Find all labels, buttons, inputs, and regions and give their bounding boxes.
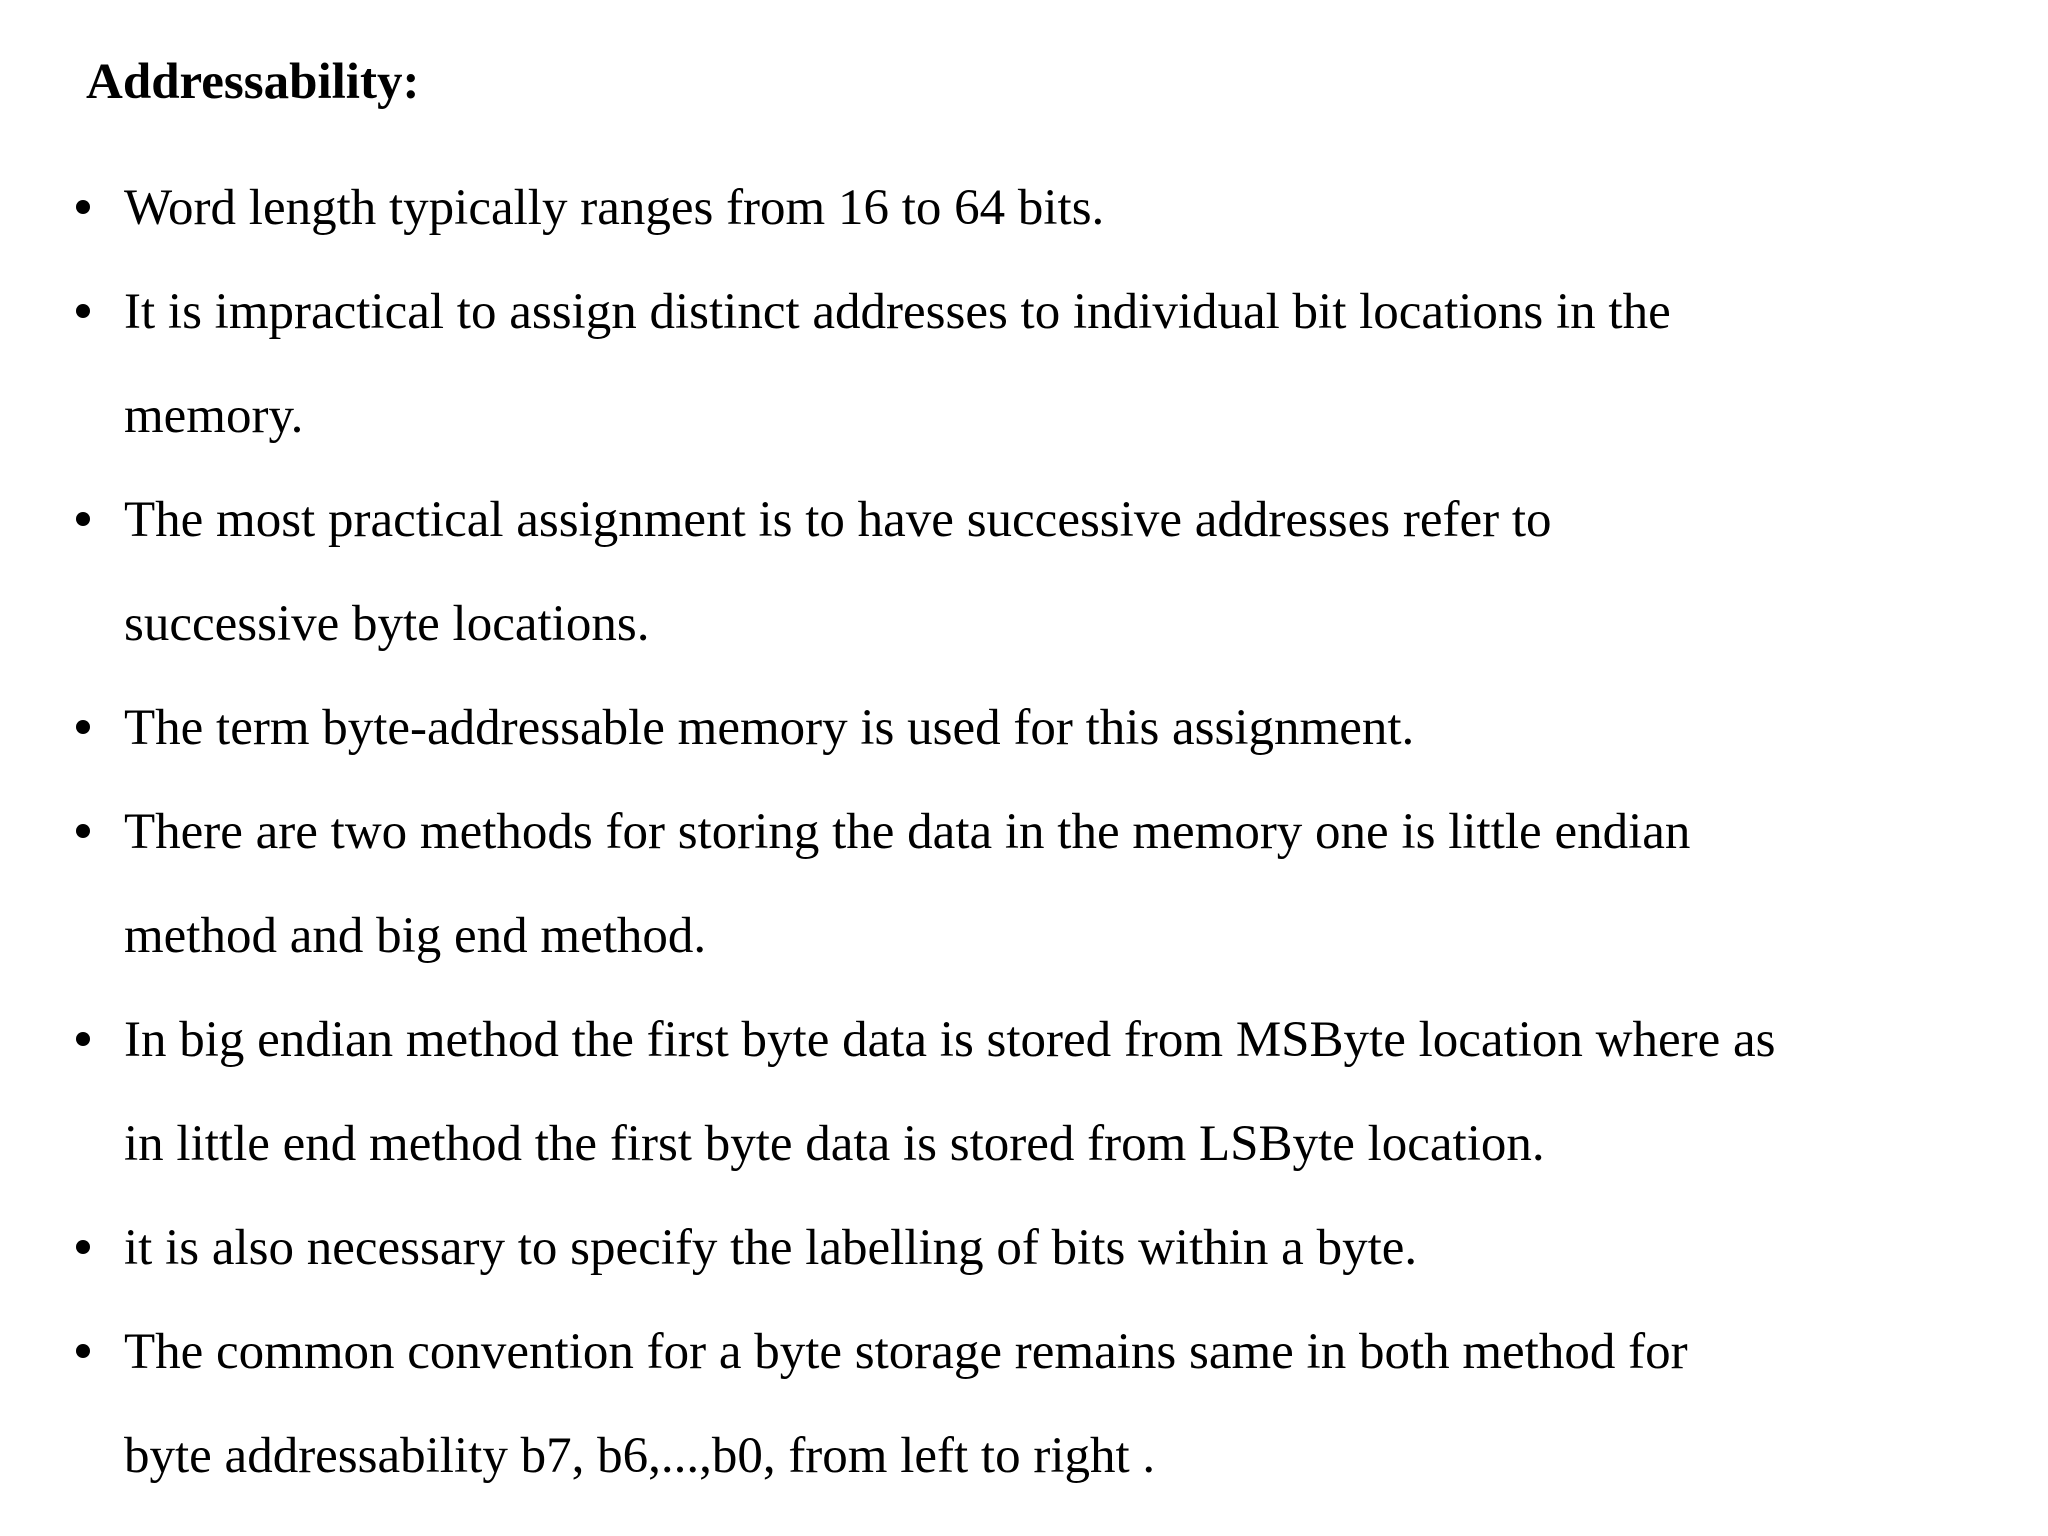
bullet-dot <box>76 720 90 734</box>
bullet-text-line: memory. <box>124 388 304 444</box>
bullet-text-line: The common convention for a byte storage remains same in both method for <box>124 1324 1688 1380</box>
bullet-dot <box>76 512 90 526</box>
bullet-text-line: The most practical assignment is to have successive addresses refer to <box>124 492 1552 548</box>
bullet-dot <box>76 824 90 838</box>
bullet-text-line: in little end method the first byte data is stored from LSByte location. <box>124 1116 1545 1172</box>
bullet-text-line: it is also necessary to specify the labelling of bits within a byte. <box>124 1220 1418 1276</box>
section-heading: Addressability: <box>86 54 420 110</box>
bullet-dot <box>76 200 90 214</box>
bullet-text-line: Word length typically ranges from 16 to 64 bits. <box>124 180 1105 236</box>
bullet-text-line: It is impractical to assign distinct addresses to individual bit locations in the <box>124 284 1671 340</box>
bullet-text-line: successive byte locations. <box>124 596 650 652</box>
bullet-dot <box>76 1240 90 1254</box>
bullet-dot <box>76 304 90 318</box>
bullet-text-line: byte addressability b7, b6,...,b0, from left to right . <box>124 1428 1156 1484</box>
bullet-text-line: In big endian method the first byte data is stored from MSByte location where as <box>124 1012 1776 1068</box>
bullet-text-line: There are two methods for storing the data in the memory one is little endian <box>124 804 1691 860</box>
bullet-text-line: The term byte-addressable memory is used for this assignment. <box>124 700 1415 756</box>
bullet-text-line: method and big end method. <box>124 908 707 964</box>
bullet-dot <box>76 1344 90 1358</box>
bullet-dot <box>76 1032 90 1046</box>
